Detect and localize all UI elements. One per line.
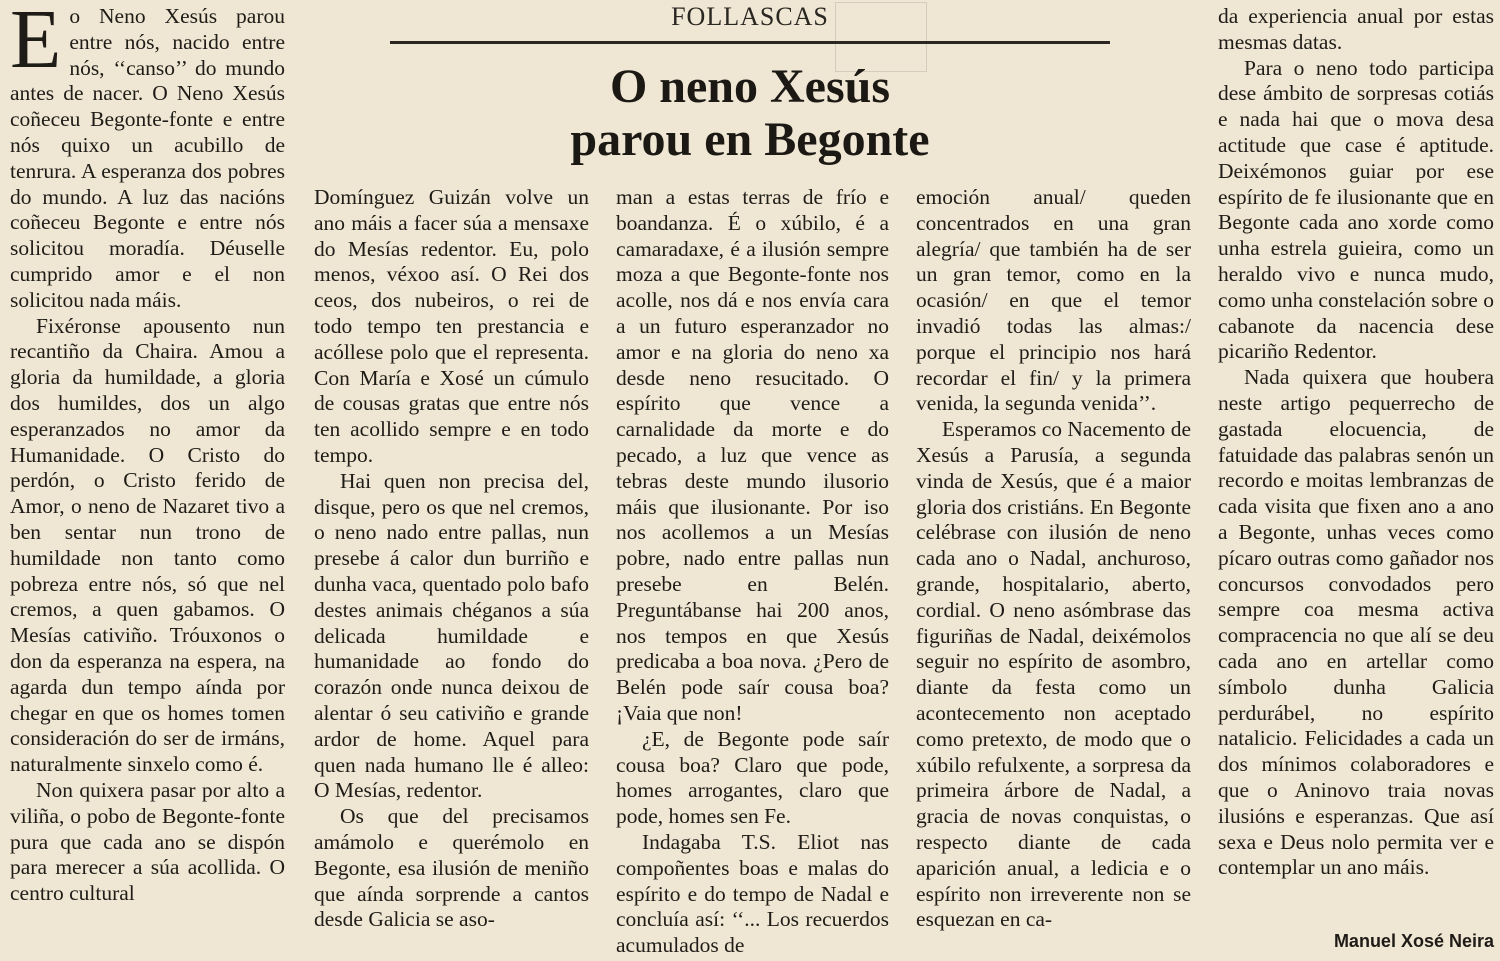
paragraph: Fixéronse apousento nun recantiño da Chaira. Amou a gloria da humildade, a gloria dos humildes, dos un algo esperanzados no amor da Humanidade. O Cristo do perdón, o Cristo ferido de Amor, o neno de Nazaret tivo a ben sentar nun trono de humildade non tanto como pobreza entre nós, só que nel cremos, a quen gabamos. O Mesías cativiño. Tróuxonos o don da esperanza na espera, na agarda dun tempo aínda por chegar en que os homes tomen consideración do ser de irmáns, naturalmente sinxelo como é.: [10, 313, 285, 777]
article-column-2: [314, 185, 589, 933]
paragraph: emoción anual/ queden concentrados en una gran alegría/ que también ha de ser un gran temor, como en la ocasión/ en que el temor invadió todas las almas:/ porque el principio nos hará recordar el fin/ y la primera venida, la segunda venida’’.: [916, 185, 1191, 416]
paragraph: Hai quen non precisa del, disque, pero os que nel cremos, o neno nado entre pallas, nun presebe á calor dun burriño e dunha vaca, quentado polo bafo destes animais chéganos a súa delicada humildade e humanidade ao fondo do corazón onde nunca deixou de alentar ó seu cativiño e grande ardor de home. Aquel para quen nada humano lle é alleo: O Mesías, redentor.: [314, 468, 589, 803]
headline-line-1: O neno Xesús: [609, 60, 891, 113]
paragraph: Nada quixera que houbera neste artigo pequerrecho de gastada elocuencia, de fatuidade das palabras senón un recordo e moitas lembranzas de cada visita que fixen ano a ano a Begonte, unhas veces como pícaro outras como gañador nos concursos convodados pero sempre coa mesma activa compracencia no que alí se deu cada ano en artellar como símbolo dunha Galicia perdurábel, no espírito natalicio. Felicidades a cada un dos mínimos colaboradores e que o Aninovo traia novas ilusións e esperanzas. Que así sexa e Deus nolo permita ver e contemplar un ano máis.: [1218, 365, 1494, 880]
paragraph: Non quixera pasar por alto a viliña, o pobo de Begonte-fonte pura que cada ano se dispón para merecer a súa acollida. O centro cultural: [10, 777, 285, 906]
paragraph: ¿E, de Begonte pode saír cousa boa? Claro que pode, homes arrogantes, claro que pode, homes sen Fe.: [616, 726, 889, 829]
author-byline: Manuel Xosé Neira: [1333, 931, 1494, 951]
paragraph: Para o neno todo participa dese ámbito de sorpresas cotiás e nada hai que o mova desa actitude que case é aptitude. Deixémonos guiar por ese espírito de fe ilusionante que en Begonte cada ano xorde como unha estrela guieira, como un heraldo vivo e nunca mudo, como unha constelación sobre o cabanote da nacencia dese picariño Redentor.: [1218, 55, 1494, 364]
article-column-5: [1218, 4, 1494, 881]
paragraph: Esperamos co Nacemento de Xesús a Parusía, a segunda vinda de Xesús, que é a maior gloria dos cristiáns. En Begonte celébrase con ilusión de neno cada ano o Nadal, anchuroso, grande, hospitalario, aberto, cordial. O neno asómbrase das figuriñas de Nadal, deixémolos seguir no espírito de asombro, diante da festa como un acontecemento non aceptado como pretexto, de modo que o xúbilo refulxente, a sorpresa da primeira árbore de Nadal, a gracia de novas conquistas, o respecto diante de cada aparición anual, a ledicia e o espírito non irreverente non se esquezan en ca-: [916, 417, 1191, 932]
article-column-1: [10, 0, 285, 907]
paragraph: man a estas terras de frío e boandanza. É o xúbilo, é a camaradaxe, é a ilusión sempre moza a que Begonte-fonte nos acolle, nos dá e nos envía cara a un futuro esperanzador no amor e na gloria do neno xa desde neno resucitado. O espírito que vence a carnalidade da morte e do pecado, a luz que vence as tebras deste mundo ilusorio máis que ilusionante. Por iso nos acollemos a un Mesías pobre, nado entre pallas nun presebe en Belén. Preguntábanse hai 200 anos, nos tempos en que Xesús predicaba a boa nova. ¿Pero de Belén pode saír cousa boa? ¡Vaia que non!: [616, 185, 889, 725]
section-label: FOLLASCAS: [671, 2, 829, 31]
drop-cap: E: [10, 0, 62, 86]
headline: [390, 60, 1110, 166]
article-column-3: [616, 185, 889, 959]
headline-line-2: parou en Begonte: [570, 113, 930, 166]
paragraph: Os que del precisamos amámolo e querémolo en Begonte, esa ilusión de meniño que aínda sorprende a cantos desde Galicia se aso-: [314, 804, 589, 932]
section-rule: [390, 41, 1110, 44]
paragraph: Indagaba T.S. Eliot nas compoñentes boas e malas do espírito e do tempo de Nadal e concluía así: ‘‘... Los recuerdos acumulados de: [616, 829, 889, 958]
paragraph: Domínguez Guizán volve un ano máis a facer súa a mensaxe do Mesías redentor. Eu, polo menos, véxoo así. O Rei dos ceos, dos nubeiros, o rei de todo tempo ten prestancia e acóllese polo que el representa. Con María e Xosé un cúmulo de cousas gratas que entre nós ten acollido sempre e en todo tempo.: [314, 185, 589, 467]
paragraph: Eo Neno Xesús parou entre nós, nacido entre nós, ‘‘canso’’ do mundo antes de nacer. O Neno Xesús coñeceu Begonte-fonte e entre nós quixo un acubillo de tenrura. A esperanza dos pobres do mundo. A luz das nacións coñeceu Begonte e entre nós solicitou moradía. Déuselle cumprido amor e el non solicitou nada máis.: [10, 0, 285, 312]
paragraph: da experiencia anual por estas mesmas datas.: [1218, 4, 1494, 54]
article-column-4: [916, 185, 1191, 933]
